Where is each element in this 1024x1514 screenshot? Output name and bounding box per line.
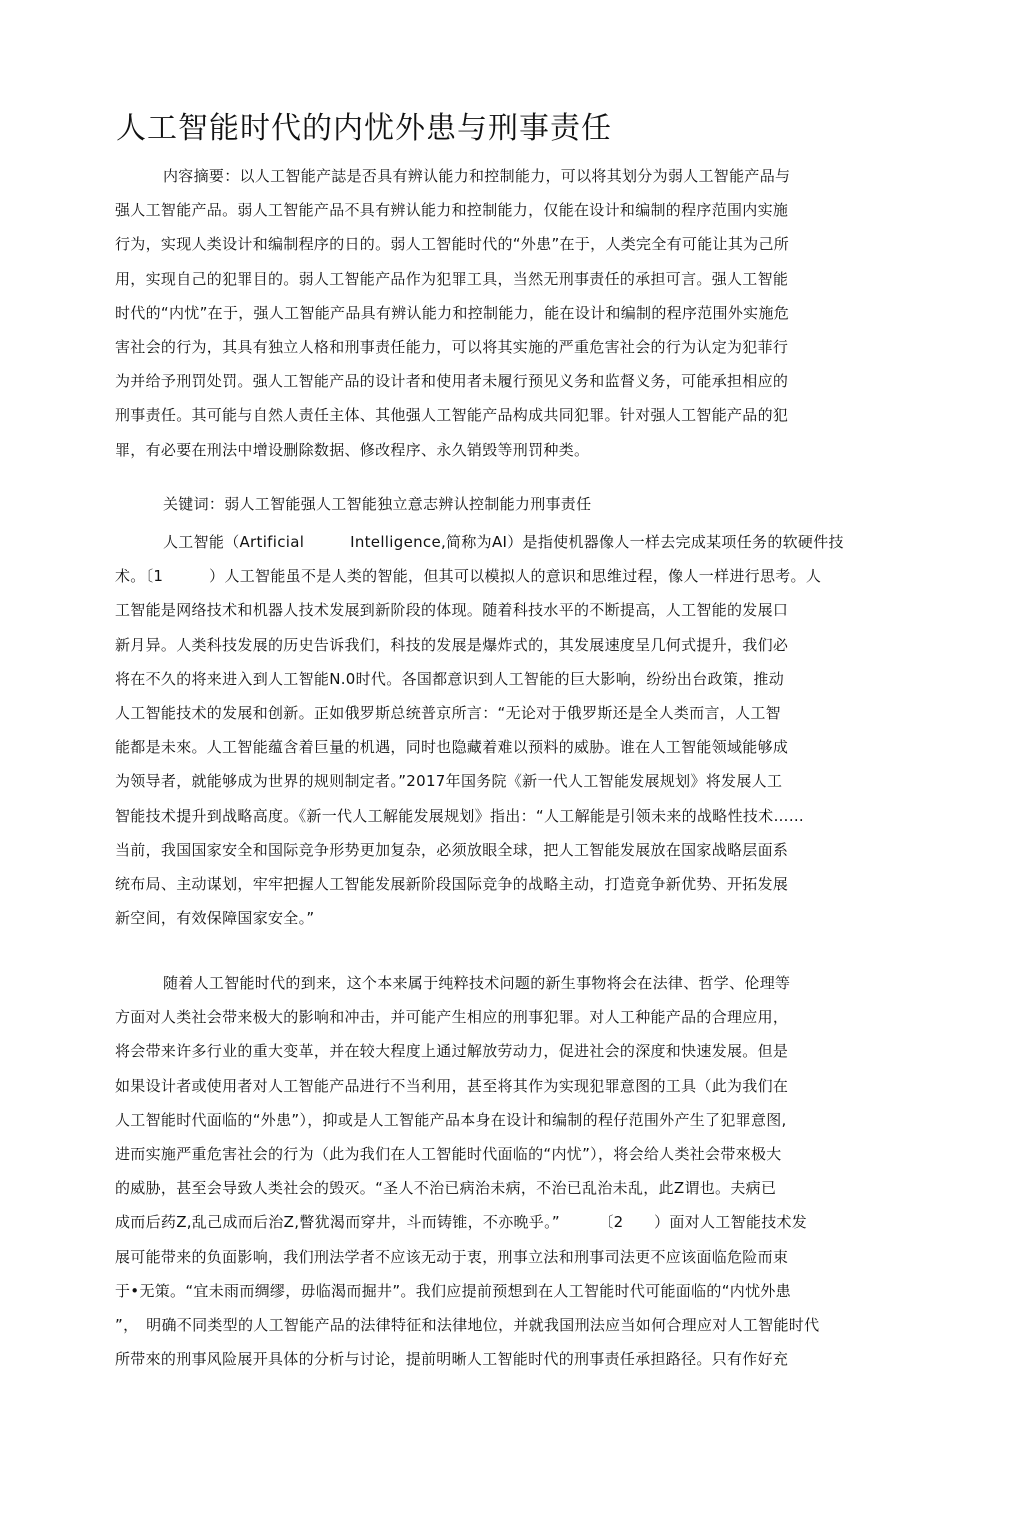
text-line: 当前，我国国家安全和国际竞争形势更加复杂，必须放眼全球，把人工智能发展放在国家战略层面系 [115,840,789,859]
text-line: 术。〔1 ）人工智能虽不是人类的智能，但其可以模拟人的意识和思维过程，像人一样进行思考。人 [115,567,822,586]
text-line: 人工智能（Artificial Intelligence,简称为AI）是指使机器像人一样去完成某项任务的软硬件技 [163,533,844,551]
text-line: 将在不久的将来进入到人工智能N.0时代。各国都意识到人工智能的巨大影响，纷纷出台政策，推动 [115,669,785,688]
text-line: 随着人工智能时代的到来，这个本来属于纯粹技术问题的新生事物将会在法律、哲学、伦理等 [163,974,791,992]
text-line: 强人工智能产品。弱人工智能产品不具有辨认能力和控制能力，仅能在设计和编制的程序范围内实施 [115,201,789,220]
text-line: 所带來的刑事风险展开具体的分析与讨论，提前明晰人工智能时代的刑事责任承担路径。只有作好充 [115,1350,789,1369]
text-line: 时代的“内忧”在于，强人工智能产品具有辨认能力和控制能力，能在设计和编制的程序范围外实施危 [115,303,790,322]
text-line: 新月异。人类科技发展的历史告诉我们，科技的发展是爆炸式的，其发展速度呈几何式提升，我们必 [115,635,789,654]
text-line: 于•无策。“宜未雨而绸缪，毋临渴而掘井”。我们应提前预想到在人工智能时代可能面临的“内忧外患 [115,1281,791,1300]
text-line: 为并给予刑罚处罚。强人工智能产品的设计者和使用者未履行预见义务和监督义务，可能承担相应的 [115,372,789,391]
text-line: 如果设计者或使用者对人工智能产品进行不当利用，甚至将其作为实现犯罪意图的工具（此为我们在 [115,1076,789,1095]
text-line: 能都是未來。人工智能蕴含着巨量的机遇，同时也隐藏着难以预料的威胁。谁在人工智能领域能够成 [115,738,789,757]
text-line: 行为，实现人类设计和编制程序的日的。弱人工智能时代的“外患”在于，人类完全有可能让其为己所 [115,235,790,254]
text-line: 内容摘要：以人工智能产誌是否具有辨认能力和控制能力，可以将其划分为弱人工智能产品与 [163,167,791,185]
text-line: 人工智能时代面临的“外患”），抑或是人工智能产品本身在设计和编制的程仔范围外产生了犯罪意图, [115,1110,787,1129]
text-line: 智能技术提升到战略高度。《新一代人工解能发展规划》指出：“人工解能是引领未来的战略性技术…… [115,806,805,825]
document-title: 人工智能时代的内忧外患与刑事责任 [116,111,612,146]
text-line: 工智能是网络技术和机器人技术发展到新阶段的体现。随着科技水平的不断提高，人工智能的发展口 [115,601,789,620]
text-line: 关键词：弱人工智能强人工智能独立意志辨认控制能力刑事责任 [163,495,592,513]
text-line: 为领导者，就能够成为世界的规则制定者。”2017年国务院《新一代人工智能发展规划》将发展人工 [115,772,783,791]
text-line: 害社会的行为，其具有独立人格和刑事责任能力，可以将其实施的严重危害社会的行为认定为犯菲行 [115,338,789,356]
text-line: 刑事责任。其可能与自然人责任主体、其他强人工智能产品构成共同犯罪。针对强人工智能产品的犯 [115,406,789,425]
text-line: 方面对人类社会带来极大的影响和冲击，并可能产生相应的刑事犯罪。对人工种能产品的合理应用， [115,1008,789,1027]
text-line: 人工智能技术的发展和创新。正如俄罗斯总统普京所言：“无论对于俄罗斯还是全人类而言，人工智 [115,704,781,722]
text-line: 用，实现自己的犯罪目的。弱人工智能产品作为犯罪工具，当然无刑事责任的承担可言。强人工智能 [115,269,789,288]
text-line: 进而实施严重危害社会的行为（此为我们在人工智能时代面临的“内忧”），将会给人类社会带來极大 [115,1145,782,1163]
text-line: 的威胁，甚至会导致人类社会的毁灭。“圣人不治已病治未病，不治已乱治未乱，此Z谓也。夫病已 [115,1179,777,1198]
text-line: 新空间，有效保障国家安全。” [115,909,315,928]
text-line: 成而后药Z,乱己成而后治Z,瞥犹渴而穿井，斗而铸锥，不亦晩乎。” 〔2 ）面对人工智能技术发 [115,1213,808,1232]
text-line: 将会带来许多行业的重大变革，并在较大程度上通过解放劳动力，促进社会的深度和快速发展。但是 [115,1042,789,1061]
text-line: 展可能带来的负面影响，我们刑法学者不应该无动于衷，刑事立法和刑事司法更不应该面临危险而束 [115,1247,789,1266]
text-line: 统布局、主动谋划，牢牢把握人工智能发展新阶段国际竞争的战略主动，打造竟争新优势、开拓发展 [115,875,789,893]
text-line: 罪，有必要在刑法中增设删除数据、修改程序、永久销毁等刑罚种类。 [115,440,590,459]
text-line: ”， 明确不同类型的人工智能产品的法律特征和法律地位，并就我国刑法应当如何合理应对人工智能时代 [115,1316,820,1334]
